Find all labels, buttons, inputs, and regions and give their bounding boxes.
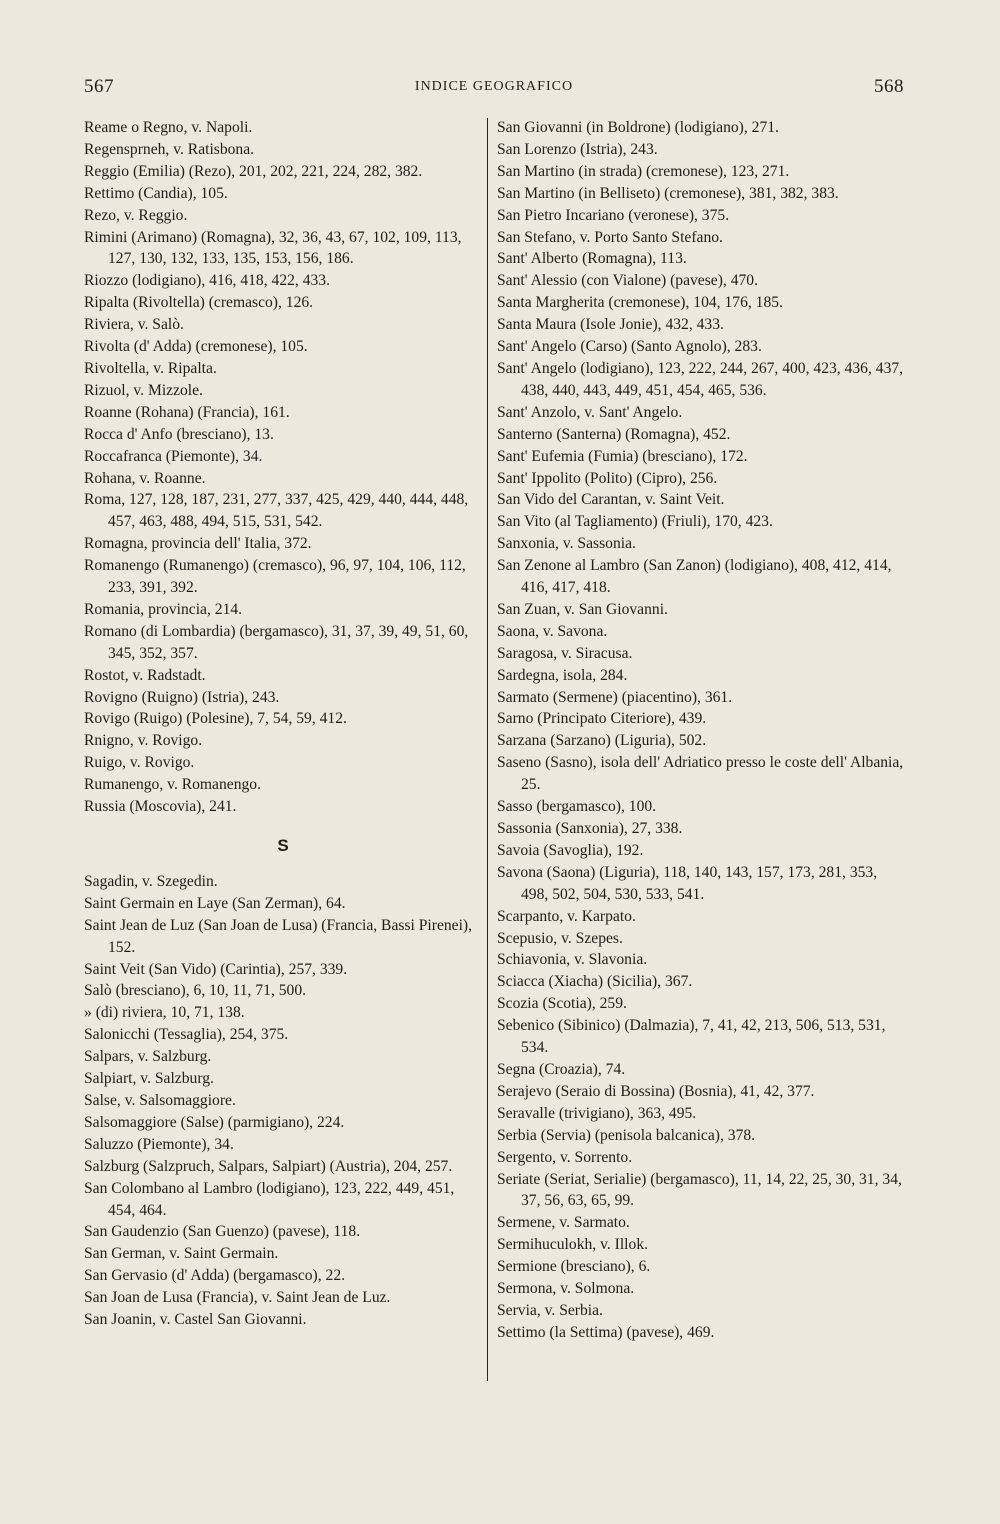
index-entry: Sermione (bresciano), 6. bbox=[497, 1258, 651, 1276]
index-entry: Roma, 127, 128, 187, 231, 277, 337, 425, 429, 440, 444, 448, 457, 463, 488, 494, 515, 531, 542. bbox=[84, 491, 469, 531]
index-entry: San Zenone al Lambro (San Zanon) (lodigiano), 408, 412, 414, 416, 417, 418. bbox=[497, 557, 892, 597]
index-entry: Rizuol, v. Mizzole. bbox=[84, 381, 203, 399]
index-entry: Romania, provincia, 214. bbox=[84, 600, 243, 618]
index-entry: Saona, v. Savona. bbox=[497, 622, 608, 640]
index-entry: Sant' Alessio (con Vialone) (pavese), 470. bbox=[497, 272, 758, 290]
index-entry: Santa Maura (Isole Jonie), 432, 433. bbox=[497, 316, 724, 334]
index-entry: Sant' Anzolo, v. Sant' Angelo. bbox=[497, 403, 683, 421]
index-entry: Saint Veit (San Vido) (Carintia), 257, 339. bbox=[84, 960, 348, 978]
index-entry: San Colombano al Lambro (lodigiano), 123, 222, 449, 451, 454, 464. bbox=[84, 1179, 455, 1219]
index-entry: San Martino (in Belliseto) (cremonese), 381, 382, 383. bbox=[497, 184, 839, 202]
letter-heading: S bbox=[277, 836, 289, 855]
index-entry: Rimini (Arimano) (Romagna), 32, 36, 43, 67, 102, 109, 113, 127, 130, 132, 133, 135, 153, 156, 186. bbox=[84, 228, 462, 268]
index-entry: Rostot, v. Radstadt. bbox=[84, 666, 206, 684]
index-entry: Saseno (Sasno), isola dell' Adriatico presso le coste dell' Albania, 25. bbox=[497, 754, 904, 794]
index-entry: Roanne (Rohana) (Francia), 161. bbox=[84, 403, 290, 421]
entries-s bbox=[84, 871, 482, 1331]
index-entry: Rovigo (Ruigo) (Polesine), 7, 54, 59, 412. bbox=[84, 710, 347, 728]
index-entry: Sanxonia, v. Sassonia. bbox=[497, 535, 636, 553]
index-entry: San Joan de Lusa (Francia), v. Saint Jean de Luz. bbox=[84, 1289, 391, 1307]
index-entry: Sermihuculokh, v. Illok. bbox=[497, 1236, 649, 1254]
index-entry: Serajevo (Seraio di Bossina) (Bosnia), 41, 42, 377. bbox=[497, 1082, 815, 1100]
index-entry: Salò (bresciano), 6, 10, 11, 71, 500. bbox=[84, 982, 307, 1000]
index-entry: Sarno (Principato Citeriore), 439. bbox=[497, 710, 707, 728]
index-entry: Sant' Eufemia (Fumia) (bresciano), 172. bbox=[497, 447, 748, 465]
index-entry: Salsomaggiore (Salse) (parmigiano), 224. bbox=[84, 1113, 345, 1131]
index-entry: Savona (Saona) (Liguria), 118, 140, 143, 157, 173, 281, 353, 498, 502, 504, 530, 533, 541. bbox=[497, 863, 878, 903]
index-entry: Saluzzo (Piemonte), 34. bbox=[84, 1135, 234, 1153]
index-entry: Servia, v. Serbia. bbox=[497, 1301, 603, 1319]
index-entry: Serbia (Servia) (penisola balcanica), 378. bbox=[497, 1126, 756, 1144]
index-entry: San Zuan, v. San Giovanni. bbox=[497, 600, 668, 618]
index-entry: Savoia (Savoglia), 192. bbox=[497, 841, 644, 859]
index-entry: Saint Germain en Laye (San Zerman), 64. bbox=[84, 894, 346, 912]
index-entry: Santa Margherita (cremonese), 104, 176, 185. bbox=[497, 294, 783, 312]
column-divider bbox=[487, 118, 488, 1381]
index-entry: San Vito (al Tagliamento) (Friuli), 170, 423. bbox=[497, 513, 773, 531]
index-entry: Romagna, provincia dell' Italia, 372. bbox=[84, 535, 312, 553]
index-entry: Sergento, v. Sorrento. bbox=[497, 1148, 633, 1166]
page-number-right: 568 bbox=[874, 76, 904, 97]
index-entry: Salpars, v. Salzburg. bbox=[84, 1048, 212, 1066]
index-entry: Romanengo (Rumanengo) (cremasco), 96, 97, 104, 106, 112, 233, 391, 392. bbox=[84, 557, 466, 597]
index-entry: Sarmato (Sermene) (piacentino), 361. bbox=[497, 688, 733, 706]
index-entry: Rnigno, v. Rovigo. bbox=[84, 732, 203, 750]
index-entry: Salonicchi (Tessaglia), 254, 375. bbox=[84, 1026, 289, 1044]
index-entry: Rocca d' Anfo (bresciano), 13. bbox=[84, 425, 274, 443]
index-entry: San Gaudenzio (San Guenzo) (pavese), 118. bbox=[84, 1223, 361, 1241]
index-entry: Sant' Alberto (Romagna), 113. bbox=[497, 250, 687, 268]
index-entry: Scarpanto, v. Karpato. bbox=[497, 907, 636, 925]
left-column bbox=[84, 117, 482, 1331]
index-entry: Reame o Regno, v. Napoli. bbox=[84, 119, 253, 136]
index-entry: Riviera, v. Salò. bbox=[84, 316, 184, 334]
index-entry: San Giovanni (in Boldrone) (lodigiano), 271. bbox=[497, 119, 779, 136]
index-entry: Roccafranca (Piemonte), 34. bbox=[84, 447, 263, 465]
index-entry: Salpiart, v. Salzburg. bbox=[84, 1070, 214, 1088]
index-entry: Sermona, v. Solmona. bbox=[497, 1280, 635, 1298]
index-entry: Ripalta (Rivoltella) (cremasco), 126. bbox=[84, 294, 314, 312]
index-entry: Sasso (bergamasco), 100. bbox=[497, 798, 657, 816]
running-head bbox=[84, 76, 904, 100]
index-entry: Sant' Ippolito (Polito) (Cipro), 256. bbox=[497, 469, 718, 487]
index-entry: Rivoltella, v. Ripalta. bbox=[84, 359, 217, 377]
index-entry: Ruigo, v. Rovigo. bbox=[84, 754, 195, 772]
index-entry: Sermene, v. Sarmato. bbox=[497, 1214, 630, 1232]
index-entry: Rettimo (Candia), 105. bbox=[84, 184, 228, 202]
index-entry: San Gervasio (d' Adda) (bergamasco), 22. bbox=[84, 1267, 346, 1285]
right-column bbox=[497, 117, 907, 1344]
index-entry: San Lorenzo (Istria), 243. bbox=[497, 140, 658, 158]
running-title: INDICE GEOGRAFICO bbox=[414, 79, 574, 94]
index-entry: Seravalle (trivigiano), 363, 495. bbox=[497, 1104, 697, 1122]
index-entry: Salse, v. Salsomaggiore. bbox=[84, 1091, 236, 1109]
index-entry: Sant' Angelo (lodigiano), 123, 222, 244, 267, 400, 423, 436, 437, 438, 440, 443, 449, 451, 454, 465, 536. bbox=[497, 359, 904, 399]
index-entry: Rezo, v. Reggio. bbox=[84, 206, 188, 224]
index-entry: Sagadin, v. Szegedin. bbox=[84, 872, 218, 890]
index-entry: San Vido del Carantan, v. Saint Veit. bbox=[497, 491, 725, 509]
index-entry: Regensprneh, v. Ratisbona. bbox=[84, 140, 255, 158]
index-entry: San Pietro Incariano (veronese), 375. bbox=[497, 206, 730, 224]
index-entry: Riozzo (lodigiano), 416, 418, 422, 433. bbox=[84, 272, 331, 290]
index-entry: Scepusio, v. Szepes. bbox=[497, 929, 623, 947]
page-number-left: 567 bbox=[84, 76, 114, 97]
index-entry: Sarzana (Sarzano) (Liguria), 502. bbox=[497, 732, 707, 750]
index-entry: Rovigno (Ruigno) (Istria), 243. bbox=[84, 688, 280, 706]
index-entry: Sciacca (Xiacha) (Sicilia), 367. bbox=[497, 973, 693, 991]
index-entry: Sardegna, isola, 284. bbox=[497, 666, 628, 684]
index-entry: Segna (Croazia), 74. bbox=[497, 1060, 626, 1078]
index-entry: Saragosa, v. Siracusa. bbox=[497, 644, 633, 662]
index-entry: San Joanin, v. Castel San Giovanni. bbox=[84, 1311, 307, 1329]
index-entry: Sassonia (Sanxonia), 27, 338. bbox=[497, 820, 683, 837]
entries-r bbox=[84, 117, 482, 818]
index-entry: Salzburg (Salzpruch, Salpars, Salpiart) (Austria), 204, 257. bbox=[84, 1157, 453, 1175]
index-entry: Schiavonia, v. Slavonia. bbox=[497, 951, 648, 969]
index-entry: San Martino (in strada) (cremonese), 123, 271. bbox=[497, 162, 790, 180]
index-entry: San German, v. Saint Germain. bbox=[84, 1245, 279, 1263]
index-entry: Sebenico (Sibinico) (Dalmazia), 7, 41, 42, 213, 506, 513, 531, 534. bbox=[497, 1017, 886, 1057]
index-entry: » (di) riviera, 10, 71, 138. bbox=[84, 1004, 245, 1022]
index-entry: Scozia (Scotia), 259. bbox=[497, 995, 627, 1013]
index-entry: Seriate (Seriat, Serialie) (bergamasco), 11, 14, 22, 25, 30, 31, 34, 37, 56, 63, 65, 99. bbox=[497, 1170, 902, 1210]
index-entry: Russia (Moscovia), 241. bbox=[84, 798, 237, 816]
index-entry: Romano (di Lombardia) (bergamasco), 31, 37, 39, 49, 51, 60, 345, 352, 357. bbox=[84, 622, 469, 662]
index-entry: Santerno (Santerna) (Romagna), 452. bbox=[497, 425, 731, 443]
index-entry: Sant' Angelo (Carso) (Santo Agnolo), 283. bbox=[497, 338, 762, 356]
index-entry: Settimo (la Settima) (pavese), 469. bbox=[497, 1323, 715, 1341]
index-entry: Reggio (Emilia) (Rezo), 201, 202, 221, 224, 282, 382. bbox=[84, 162, 423, 180]
index-entry: Saint Jean de Luz (San Joan de Lusa) (Francia, Bassi Pirenei), 152. bbox=[84, 916, 473, 956]
index-entry: Rumanengo, v. Romanengo. bbox=[84, 776, 261, 794]
index-entry: Rohana, v. Roanne. bbox=[84, 469, 206, 487]
index-entry: San Stefano, v. Porto Santo Stefano. bbox=[497, 228, 723, 246]
index-entry: Rivolta (d' Adda) (cremonese), 105. bbox=[84, 338, 308, 356]
